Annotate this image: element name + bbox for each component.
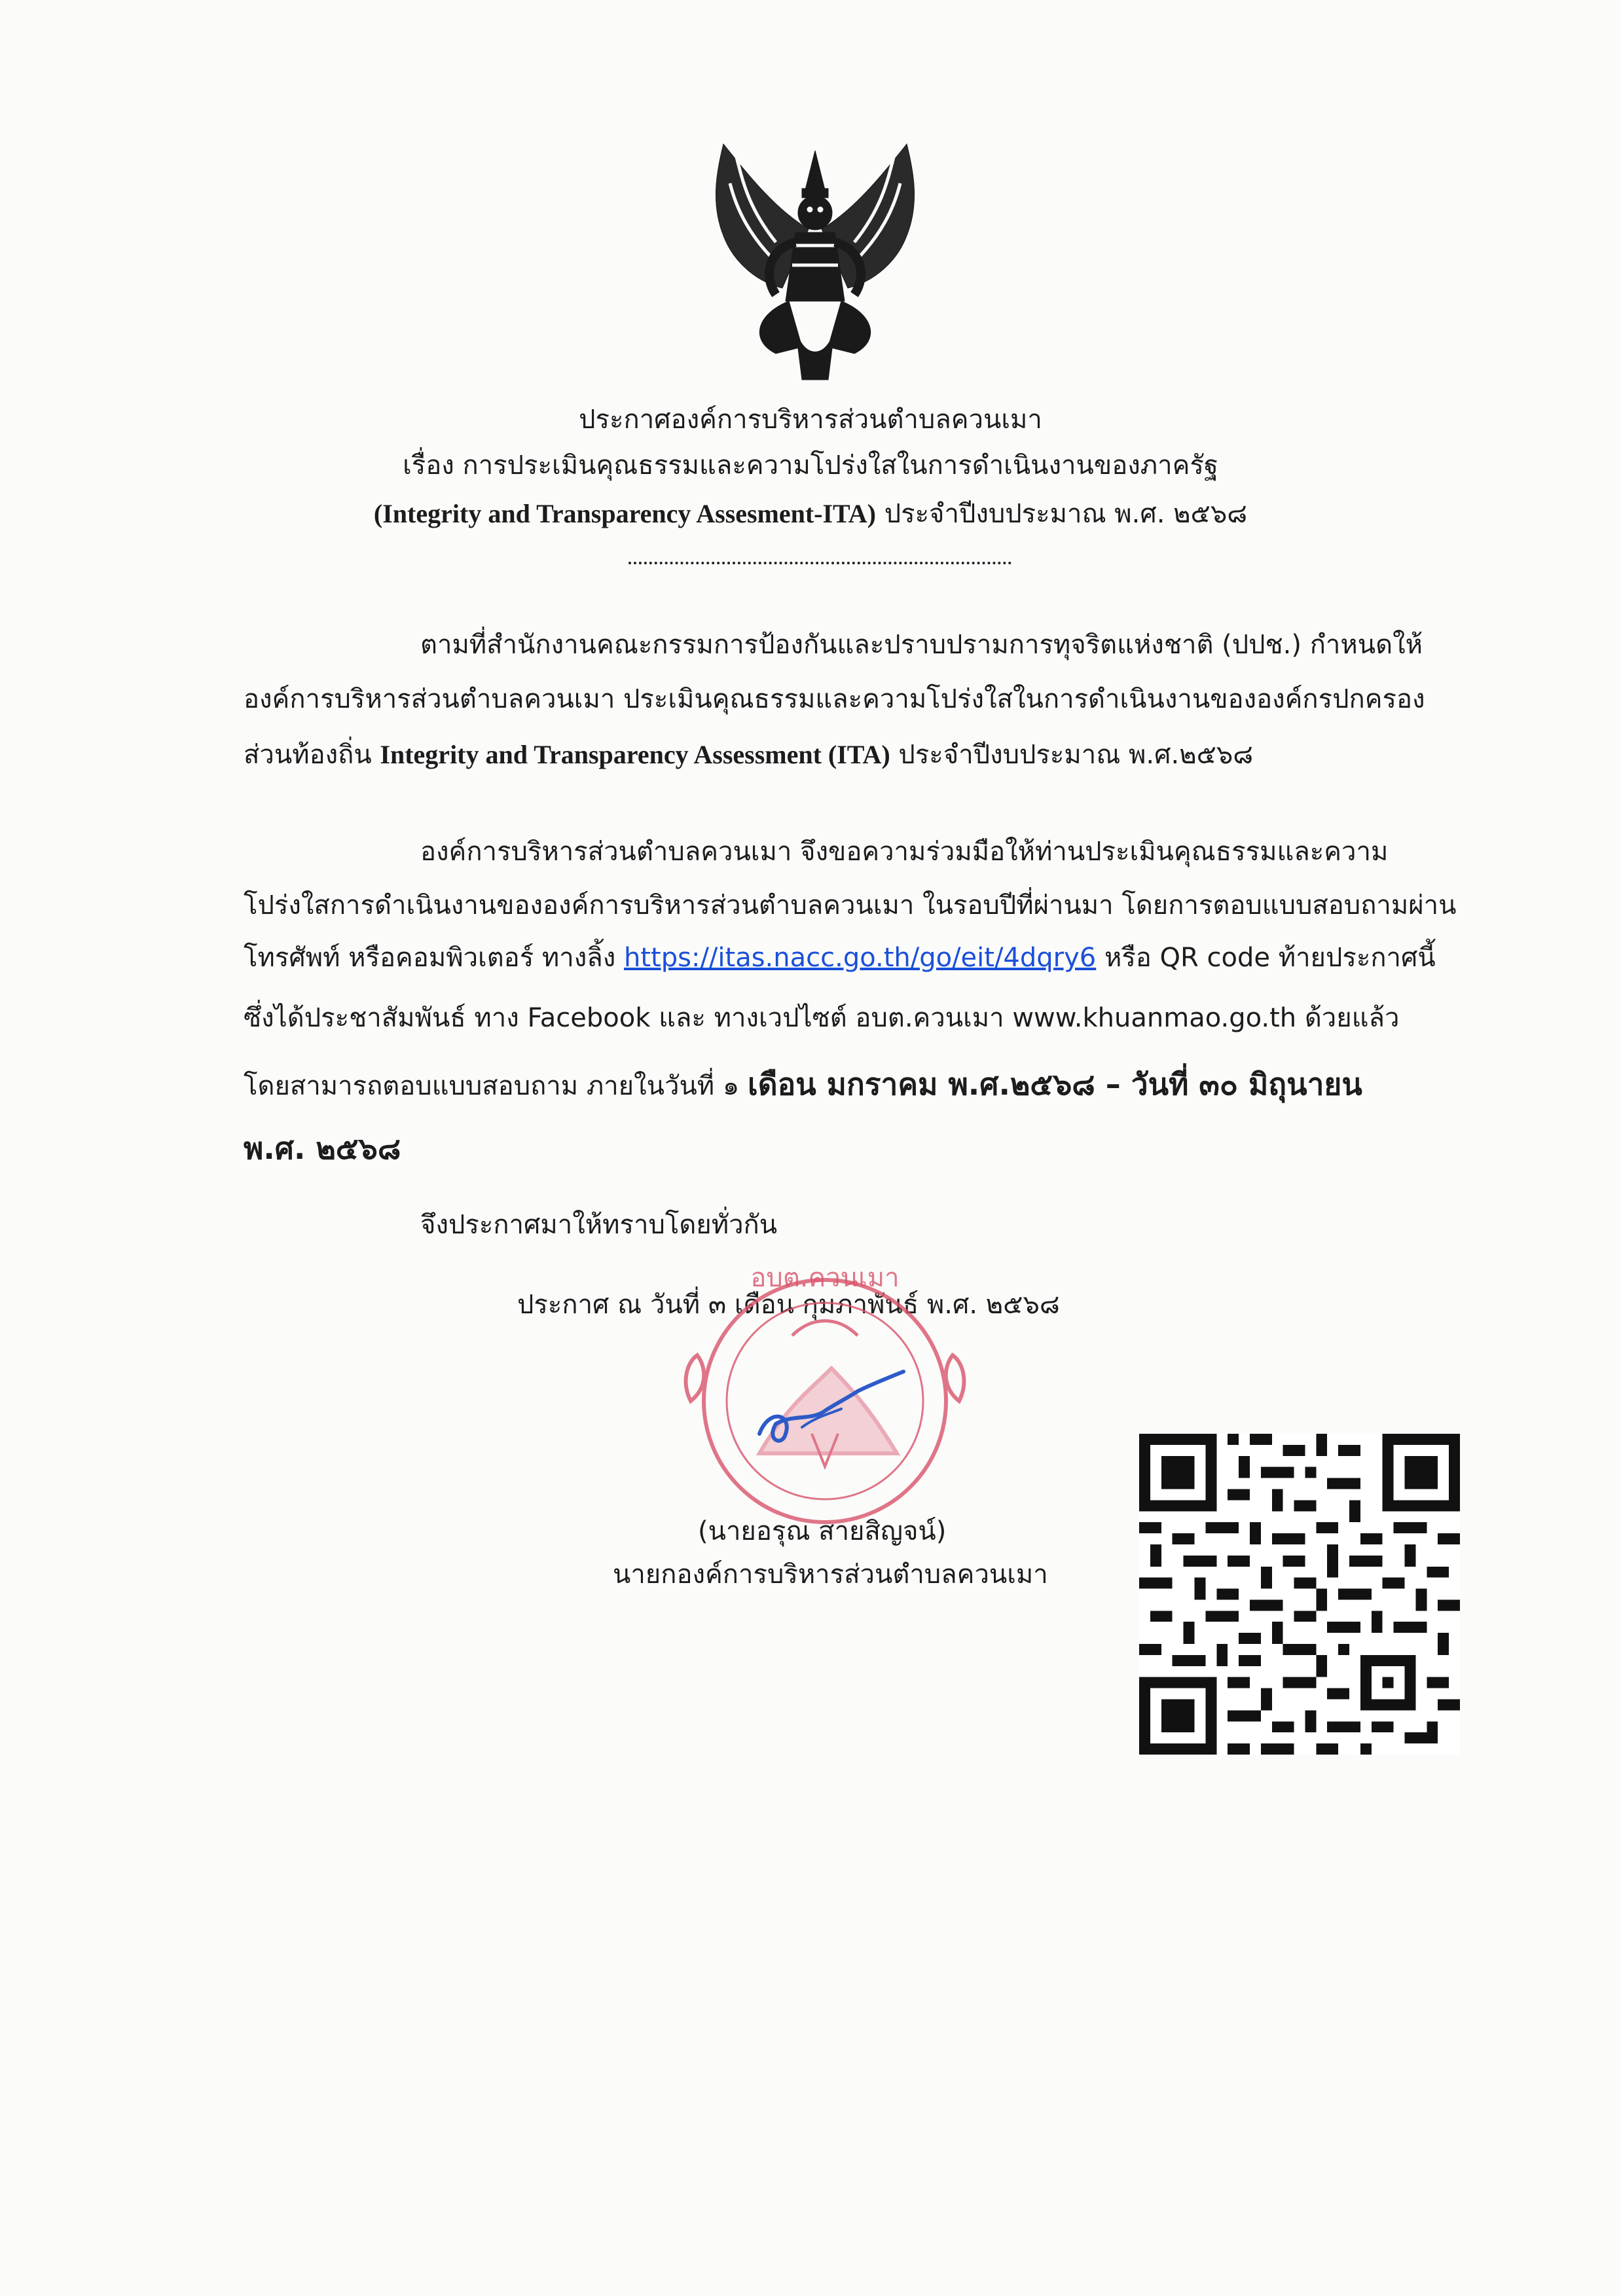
signer-name: (นายอรุณ สายสิญจน์) bbox=[698, 1516, 947, 1546]
ita-english-title: (Integrity and Transparency Assesment-ITA) bbox=[373, 499, 876, 528]
survey-link[interactable]: https://itas.nacc.go.th/go/eit/4dqry6 bbox=[624, 943, 1097, 973]
para2-line5-prefix: โดยสามารถตอบแบบสอบถาม ภายในวันที่ ๑ bbox=[244, 1071, 748, 1101]
seal-text: อบต.ควนเมา bbox=[750, 1263, 900, 1293]
survey-end-year: พ.ศ. ๒๕๖๘ bbox=[244, 1131, 401, 1166]
announcement-subtitle bbox=[0, 492, 1621, 534]
closing-statement: จึงประกาศมาให้ทราบโดยทั่วกัน bbox=[420, 1210, 778, 1240]
survey-period-text: เดือน มกราคม พ.ศ.๒๕๖๘ – วันที่ ๓๐ มิถุนายน bbox=[747, 1066, 1362, 1102]
qr-code[interactable] bbox=[1139, 1434, 1460, 1755]
para2-line1: องค์การบริหารส่วนตำบลควนเมา จึงขอความร่วมมือให้ท่านประเมินคุณธรรมและความ bbox=[420, 837, 1389, 867]
para1-line3 bbox=[244, 733, 1253, 775]
para2-line4: ซึ่งได้ประชาสัมพันธ์ ทาง Facebook และ ทางเวปไซต์ อบต.ควนเมา www.khuanmao.go.th ด้วยแล้ว bbox=[244, 1003, 1400, 1033]
para1-line1: ตามที่สำนักงานคณะกรรมการป้องกันและปราบปรามการทุจริตแห่งชาติ (ปปช.) กำหนดให้ bbox=[420, 630, 1423, 660]
announcement-title: ประกาศองค์การบริหารส่วนตำบลควนเมา bbox=[579, 405, 1042, 435]
para2-line3-suffix: หรือ QR code ท้ายประกาศนี้ bbox=[1096, 943, 1436, 973]
announcement-date: ประกาศ ณ วันที่ ๓ เดือน กุมภาพันธ์ พ.ศ. ๒๕๖๘ bbox=[517, 1290, 1060, 1320]
fiscal-year-text: ประจำปีงบประมาณ พ.ศ. ๒๕๖๘ bbox=[875, 499, 1248, 529]
signer-position: นายกองค์การบริหารส่วนตำบลควนเมา bbox=[613, 1559, 1048, 1590]
para2-line3 bbox=[244, 936, 1436, 978]
title-divider bbox=[628, 562, 1011, 564]
ita-assessment-term: Integrity and Transparency Assessment (ITA) bbox=[380, 740, 890, 769]
para1-line3-prefix: ส่วนท้องถิ่น bbox=[244, 740, 380, 770]
para2-line3-prefix: โทรศัพท์ หรือคอมพิวเตอร์ ทางลิ้ง bbox=[244, 943, 625, 973]
para1-line2: องค์การบริหารส่วนตำบลควนเมา ประเมินคุณธรรมและความโปร่งใสในการดำเนินงานขององค์กรปกครอง bbox=[244, 684, 1425, 714]
garuda-emblem bbox=[697, 131, 933, 386]
para2-line5 bbox=[244, 1061, 1362, 1108]
para2-line2: โปร่งใสการดำเนินงานขององค์การบริหารส่วนตำบลควนเมา ในรอบปีที่ผ่านมา โดยการตอบแบบสอบถามผ่าน bbox=[244, 890, 1457, 920]
announcement-subject: เรื่อง การประเมินคุณธรรมและความโปร่งใสในการดำเนินงานของภาครัฐ bbox=[403, 450, 1218, 481]
para1-line3-suffix: ประจำปีงบประมาณ พ.ศ.๒๕๖๘ bbox=[890, 740, 1254, 770]
